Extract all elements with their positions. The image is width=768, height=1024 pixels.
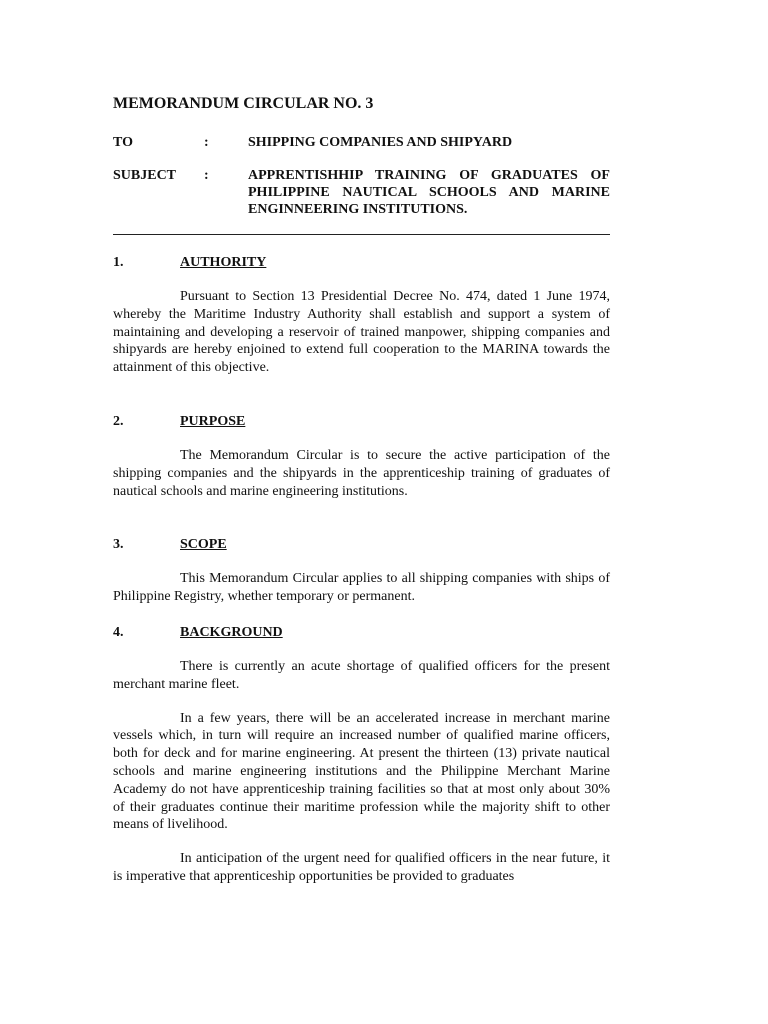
subject-label: SUBJECT — [113, 168, 177, 183]
document-page — [113, 94, 610, 886]
section-purpose — [113, 413, 610, 500]
section-heading — [113, 624, 610, 642]
section-heading — [113, 536, 610, 554]
subject-value: APPRENTISHHIP TRAINING OF GRADUATES OF PHILIPPINE NAUTICAL SCHOOLS AND MARINE ENGINNEERING INSTITUTIONS. — [248, 168, 610, 217]
to-row — [113, 134, 610, 151]
section-authority — [113, 254, 610, 377]
document-title: MEMORANDUM CIRCULAR NO. 3 — [113, 95, 374, 112]
section-number: 3. — [113, 537, 124, 553]
section-heading — [113, 413, 610, 431]
section-title: BACKGROUND — [180, 624, 283, 640]
section-paragraph: In a few years, there will be an accelerated increase in merchant marine vessels which, in turn will require an increased number of qualified marine officers, both for deck and for marine engineering. At present the thirteen (13) private nautical schools and marine engineering institutions and the Philippine Merchant Marine Academy do not have apprenticeship training facilities so that at most only about 30% of their graduates continue their maritime profession while the majority shift to other means of livelihood. — [113, 710, 610, 833]
section-number: 2. — [113, 413, 124, 429]
section-paragraph: Pursuant to Section 13 Presidential Decree No. 474, dated 1 June 1974, whereby the Maritime Industry Authority shall establish and support a system of maintaining and developing a reservoir of trained manpower, shipping companies and shipyards are hereby enjoined to extend full cooperation to the MARINA towards the attainment of this objective. — [113, 289, 610, 376]
to-value: SHIPPING COMPANIES AND SHIPYARD — [248, 135, 513, 150]
to-colon: : — [204, 135, 209, 150]
section-background — [113, 624, 610, 886]
section-paragraph: There is currently an acute shortage of qualified officers for the present merchant marine fleet. — [113, 658, 610, 692]
subject-row — [113, 167, 610, 218]
memo-header — [113, 134, 610, 218]
section-title: SCOPE — [180, 537, 227, 553]
section-scope — [113, 536, 610, 606]
subject-colon: : — [204, 168, 209, 183]
section-title: PURPOSE — [180, 413, 246, 429]
section-paragraph: The Memorandum Circular is to secure the active participation of the shipping companies and the shipyards in the apprenticeship training of graduates of nautical schools and marine engineering institutions. — [113, 447, 610, 499]
section-title: AUTHORITY — [180, 255, 267, 270]
section-number: 4. — [113, 624, 124, 640]
header-divider — [113, 234, 610, 235]
section-number: 1. — [113, 255, 124, 270]
section-paragraph: This Memorandum Circular applies to all shipping companies with ships of Philippine Registry, whether temporary or permanent. — [113, 571, 610, 605]
to-label: TO — [113, 135, 133, 150]
section-heading — [113, 254, 610, 272]
section-paragraph: In anticipation of the urgent need for qualified officers in the near future, it is imperative that apprenticeship opportunities be provided to graduates — [113, 851, 610, 884]
